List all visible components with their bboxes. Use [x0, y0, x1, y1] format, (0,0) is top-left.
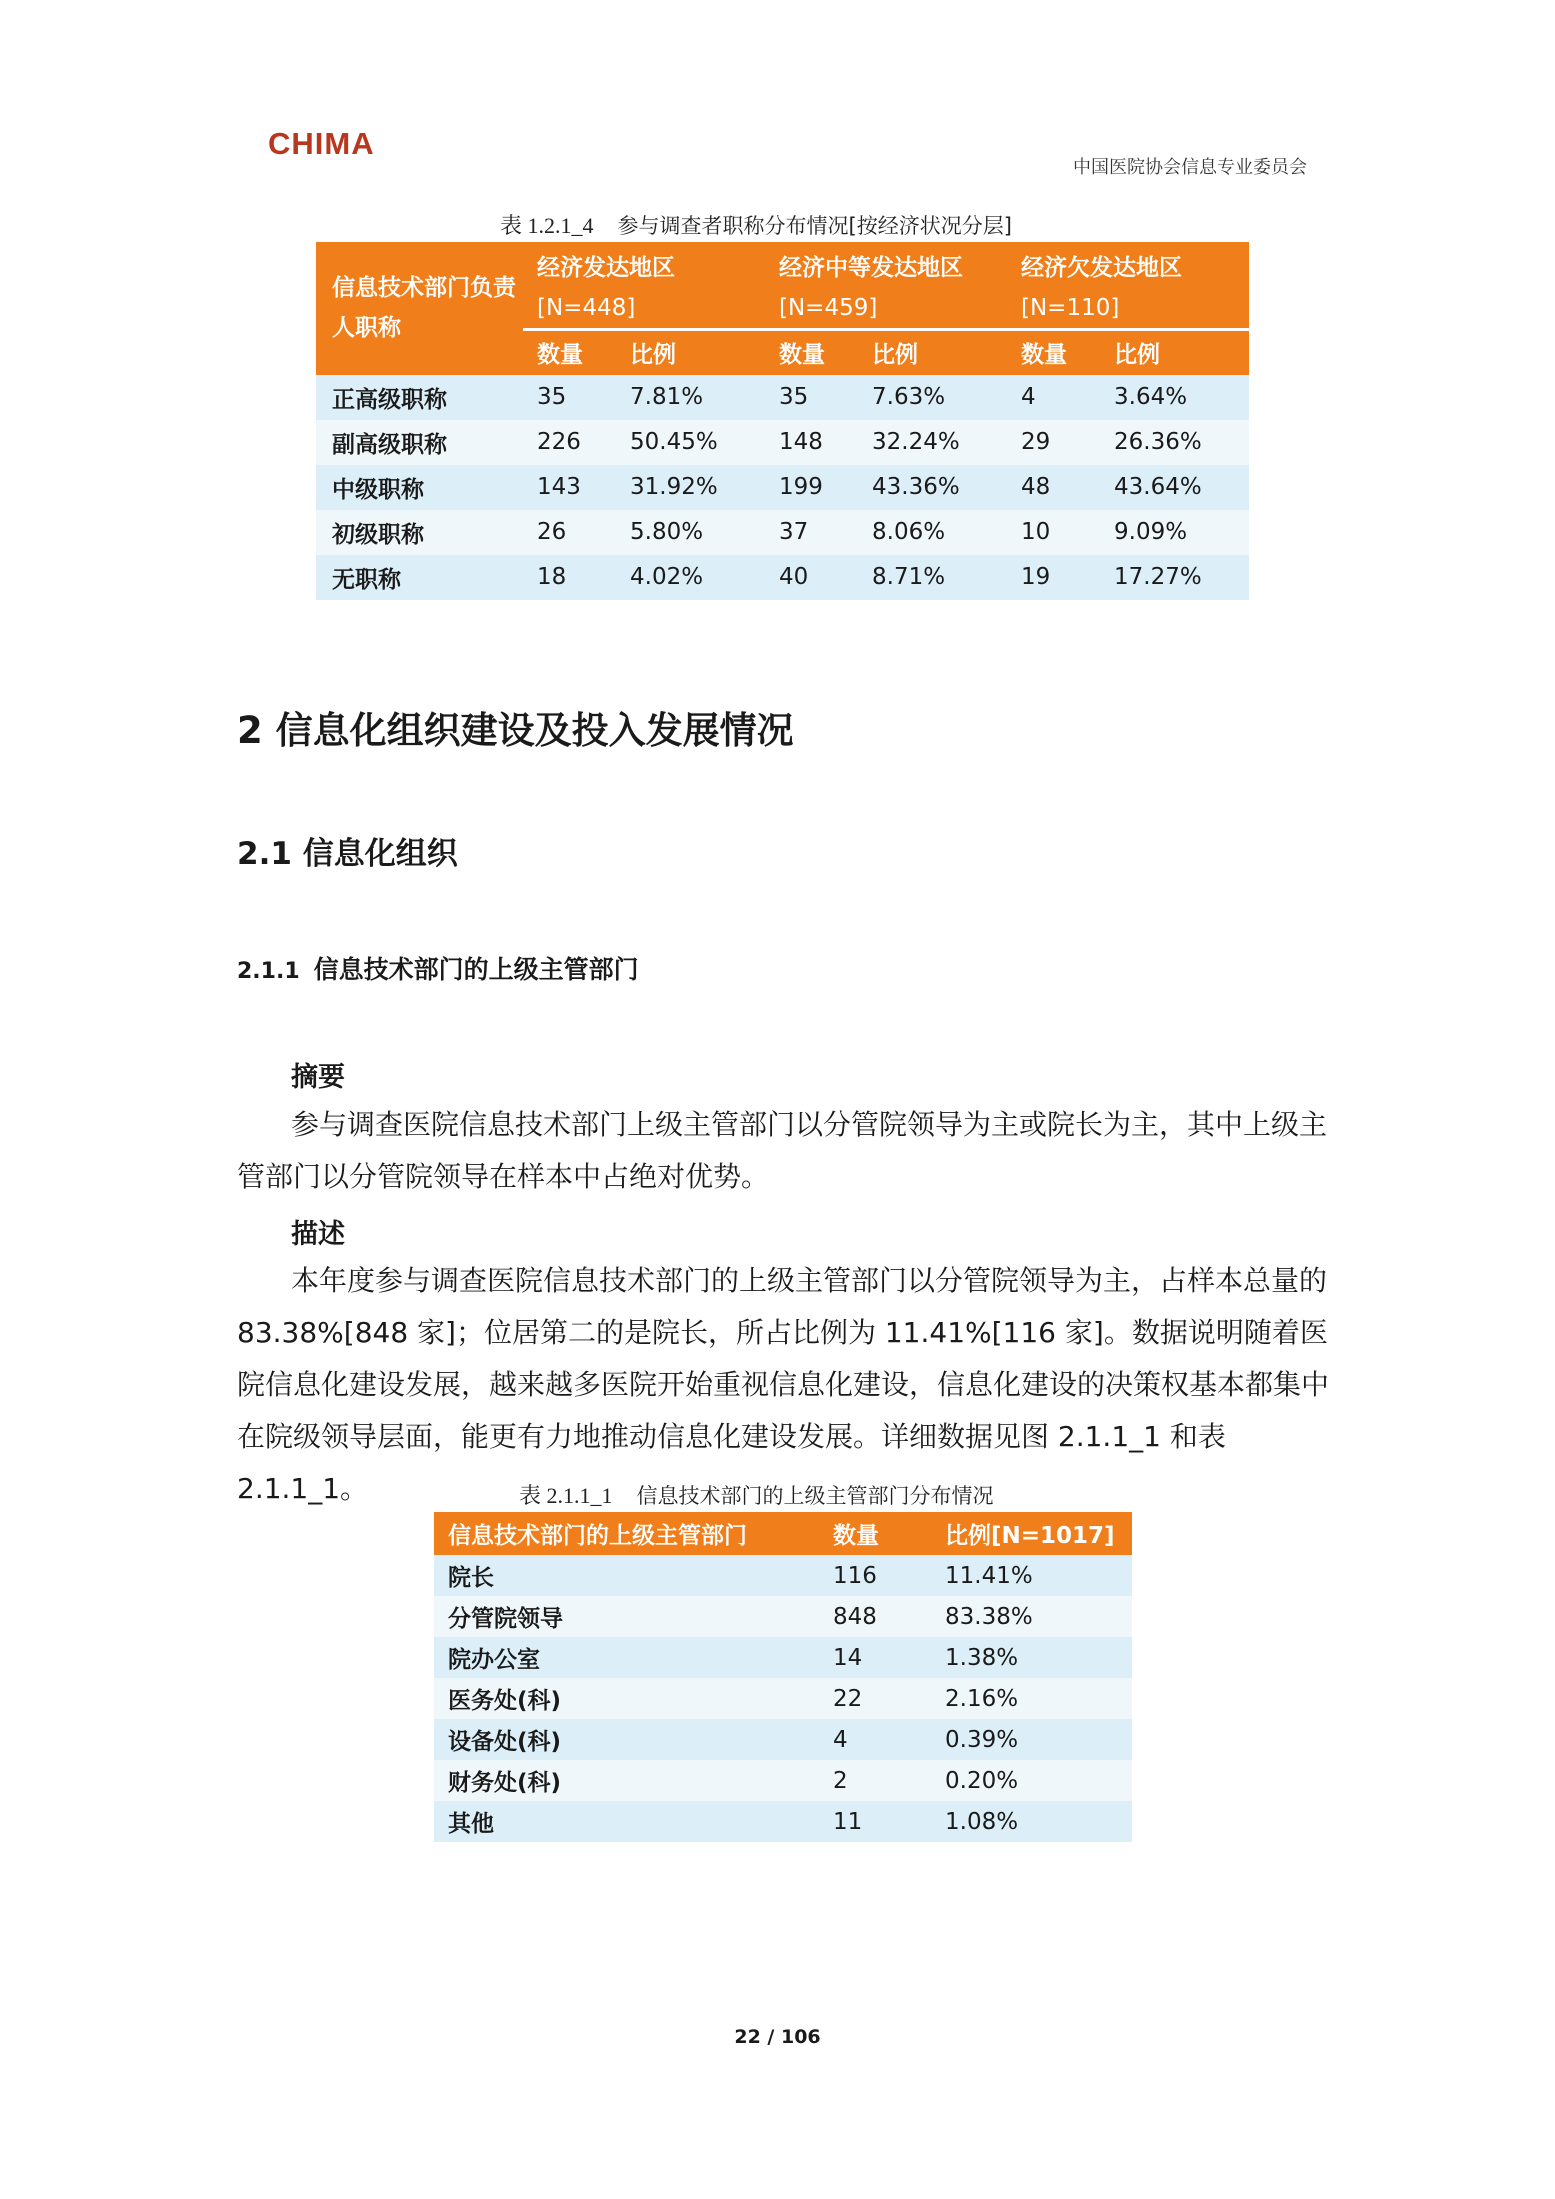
header-count: 数量	[833, 1523, 879, 1549]
cell: 43.64%	[1114, 474, 1202, 500]
table-row	[434, 1637, 1132, 1678]
cell-ratio: 1.38%	[945, 1644, 1019, 1671]
group-name: 经济中等发达地区	[779, 255, 963, 281]
cell: 7.63%	[872, 384, 946, 410]
table2-header-row	[434, 1512, 1132, 1555]
table1-group-header	[765, 242, 1007, 330]
cell: 48	[1021, 474, 1051, 500]
row-label: 分管院领导	[448, 1606, 563, 1632]
table2-caption-text: 信息技术部门的上级主管部门分布情况	[636, 1484, 994, 1508]
title-distribution-table	[316, 242, 1249, 600]
cell: 17.27%	[1114, 564, 1202, 590]
section-heading-2-1: 2.1 信息化组织	[237, 836, 458, 872]
cell: 8.06%	[872, 519, 946, 545]
row-label: 中级职称	[332, 476, 424, 503]
cell-ratio: 2.16%	[945, 1685, 1019, 1712]
cell: 3.64%	[1114, 384, 1188, 410]
row-label: 副高级职称	[332, 431, 447, 458]
table-row	[434, 1678, 1132, 1719]
table1-caption-text: 参与调查者职称分布情况[按经济状况分层]	[617, 214, 1012, 238]
cell-count: 22	[833, 1685, 863, 1712]
cell-ratio: 0.20%	[945, 1767, 1019, 1794]
cell: 26.36%	[1114, 429, 1202, 455]
cell-count: 14	[833, 1644, 863, 1671]
cell: 4.02%	[630, 564, 704, 590]
cell-ratio: 83.38%	[945, 1603, 1033, 1630]
cell-ratio: 0.39%	[945, 1726, 1019, 1753]
cell: 148	[779, 429, 823, 455]
cell-ratio: 11.41%	[945, 1562, 1033, 1589]
table-row	[316, 510, 1249, 555]
table-row	[316, 375, 1249, 420]
cell: 32.24%	[872, 429, 960, 455]
summary-label: 摘要	[291, 1062, 345, 1093]
row-label: 其他	[448, 1811, 494, 1837]
cell: 226	[537, 429, 581, 455]
cell: 143	[537, 474, 581, 500]
table-row	[316, 420, 1249, 465]
header-dept: 信息技术部门的上级主管部门	[448, 1523, 747, 1549]
description-text: 本年度参与调查医院信息技术部门的上级主管部门以分管院领导为主，占样本总量的83.38%[848 家]；位居第二的是院长，所占比例为 11.41%[116 家]。数据说明随着医院信息化建设发展，越来越多医院开始重视信息化建设，信息化建设的决策权基本都集中在院级领导层面，能更有力地推动信息化建设发展。详细数据见图 2.1.1_1 和表 2.1.1_1。	[237, 1264, 1330, 1505]
summary-text: 参与调查医院信息技术部门上级主管部门以分管院领导为主或院长为主，其中上级主管部门以分管院领导在样本中占绝对优势。	[237, 1108, 1328, 1193]
cell: 5.80%	[630, 519, 704, 545]
cell-count: 11	[833, 1808, 863, 1835]
table1-group-header	[523, 242, 765, 330]
row-label: 院办公室	[448, 1647, 540, 1673]
row-label: 医务处(科)	[448, 1688, 562, 1714]
row-label: 财务处(科)	[448, 1770, 562, 1796]
ratio-header: 比例	[872, 342, 918, 369]
row-label: 设备处(科)	[448, 1729, 562, 1755]
table1-corner-header: 信息技术部门负责人职称	[332, 275, 516, 342]
group-n: [N=448]	[537, 295, 636, 321]
ratio-header: 比例	[1114, 342, 1160, 369]
table-row	[434, 1596, 1132, 1637]
table1-group-header-row	[316, 242, 1249, 330]
section-heading-2: 2 信息化组织建设及投入发展情况	[237, 709, 794, 752]
cell: 9.09%	[1114, 519, 1188, 545]
cell: 50.45%	[630, 429, 718, 455]
count-header: 数量	[537, 342, 583, 369]
cell-ratio: 1.08%	[945, 1808, 1019, 1835]
table-row	[434, 1801, 1132, 1842]
cell: 199	[779, 474, 823, 500]
row-label: 无职称	[332, 566, 401, 593]
cell: 35	[537, 384, 567, 410]
table-row	[316, 465, 1249, 510]
heading-text: 信息技术部门的上级主管部门	[313, 955, 639, 984]
cell-count: 2	[833, 1767, 848, 1794]
cell: 10	[1021, 519, 1051, 545]
table-row	[434, 1719, 1132, 1760]
cell: 18	[537, 564, 567, 590]
count-header: 数量	[1021, 342, 1067, 369]
cell: 19	[1021, 564, 1051, 590]
summary-paragraph	[237, 1099, 1332, 1203]
cell: 29	[1021, 429, 1051, 455]
count-header: 数量	[779, 342, 825, 369]
header-ratio: 比例[N=1017]	[945, 1523, 1115, 1549]
supervisor-dept-table	[434, 1512, 1132, 1842]
cell: 31.92%	[630, 474, 718, 500]
row-label: 初级职称	[332, 521, 424, 548]
table-row	[434, 1555, 1132, 1596]
org-name: 中国医院协会信息专业委员会	[1073, 157, 1307, 178]
row-label: 正高级职称	[332, 386, 447, 413]
group-name: 经济发达地区	[537, 255, 675, 281]
chima-logo: CHIMA	[268, 126, 375, 161]
table1-caption	[500, 209, 1012, 240]
description-paragraph	[237, 1255, 1332, 1515]
group-name: 经济欠发达地区	[1021, 255, 1182, 281]
row-label: 院长	[448, 1565, 494, 1591]
cell: 26	[537, 519, 567, 545]
cell-count: 4	[833, 1726, 848, 1753]
group-n: [N=110]	[1021, 295, 1120, 321]
table-row	[316, 555, 1249, 600]
group-n: [N=459]	[779, 295, 878, 321]
cell: 8.71%	[872, 564, 946, 590]
cell: 40	[779, 564, 809, 590]
table2-caption-number: 表 2.1.1_1	[519, 1483, 613, 1508]
page-number: 22 / 106	[734, 2026, 821, 2048]
table-row	[434, 1760, 1132, 1801]
cell: 37	[779, 519, 809, 545]
cell-count: 116	[833, 1562, 877, 1589]
cell: 35	[779, 384, 809, 410]
table1-group-header	[1007, 242, 1249, 330]
heading-number: 2.1.1	[237, 959, 300, 984]
section-heading-2-1-1	[237, 950, 639, 986]
ratio-header: 比例	[630, 342, 676, 369]
cell: 4	[1021, 384, 1036, 410]
table1-caption-number: 表 1.2.1_4	[500, 213, 594, 238]
table2-caption	[519, 1479, 994, 1510]
cell: 7.81%	[630, 384, 704, 410]
cell: 43.36%	[872, 474, 960, 500]
description-label: 描述	[291, 1219, 345, 1250]
cell-count: 848	[833, 1603, 877, 1630]
